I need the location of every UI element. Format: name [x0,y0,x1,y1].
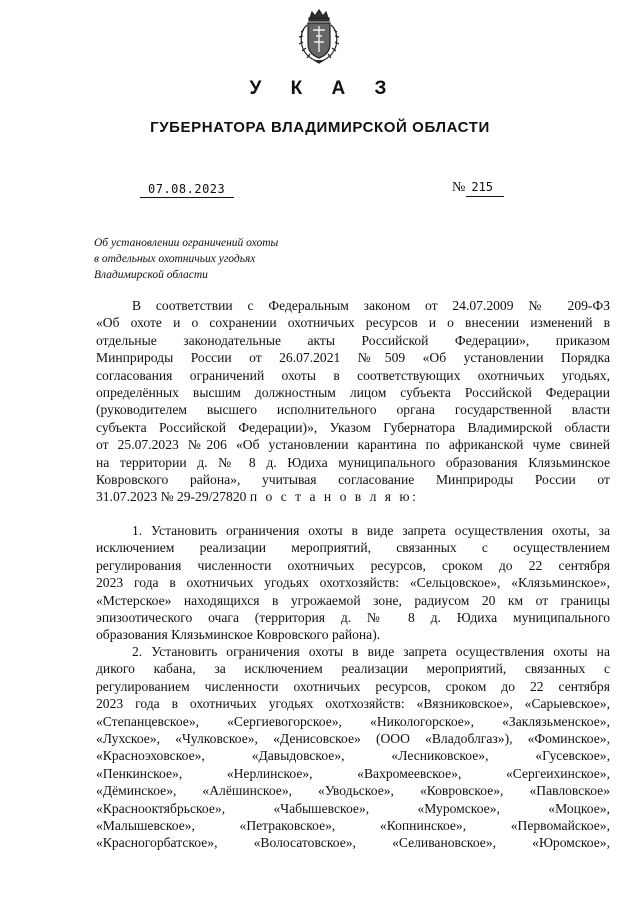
preamble-paragraph [96,297,610,506]
text-line: отдельные законодательные акты Российской Федерации», приказом [96,332,610,348]
text-line: дикого кабана, за исключением реализации мероприятий, связанных с [96,661,610,677]
text-line [96,488,610,505]
text-line: субъекта Российской Федерации)», Указом Губернатора Владимирской области [96,419,610,435]
order-reference: 31.07.2023 № 29-29/27820 [96,489,247,505]
text-line: исключением реализации мероприятий, связанных с осуществлением [96,540,610,556]
text-line: эпизоотического очага (территория д. № 8 д. Юдиха муниципального [96,609,610,625]
text-line: (руководителем высшего исполнительного органа государственной власти [96,402,610,418]
text-line: регулирования численности охотничьих ресурсов, сроком до 22 сентября [96,557,610,573]
text-line: В соответствии с Федеральным законом от 24.07.2009 № 209-ФЗ [132,298,610,313]
subject-line: в отдельных охотничьих угодьях [94,253,256,265]
text-line: «Красногорбатское», «Волосатовское», «Селивановское», «Юромское», [96,835,610,851]
subject-line: Об установлении ограничений охоты [94,237,279,249]
decree-word: п о с т а н о в л я ю: [249,489,419,505]
decree-date: 07.08.2023 [148,182,226,196]
text-line: согласования ограничений охоты в соответствующих охотничьих угодьях, [96,367,610,383]
text-line: регулированием численности охотничьих ресурсов, сроком до 22 сентября [96,678,610,694]
decree-number: 215 [471,180,494,194]
text-line: 2023 года в охотничьих угодьях охотхозяйств: «Вязниковское», «Сарыевское», [96,696,610,712]
coat-of-arms-emblem [296,8,342,64]
decree-title: У К А З [249,78,399,99]
text-line: 2023 года в охотничьих угодьях охотхозяйств: «Сельцовское», «Клязьминское», [96,575,610,591]
text-line: «Об охоте и о сохранении охотничьих ресурсов и о внесении изменений в [96,315,610,331]
text-line: 1. Установить ограничения охоты в виде запрета осуществления охоты, за [132,523,610,538]
text-line: «Малышевское», «Петраковское», «Копнинское», «Первомайское», [96,817,610,833]
text-line: «Красноэховское», «Давыдовское», «Лесниковское», «Гусевское», [96,748,610,764]
clause-2 [96,643,610,852]
decree-subject [94,235,278,283]
text-line: Минприроды России от 26.07.2021 №509 «Об установлении Порядка [96,350,610,366]
text-line: «Пенкинское», «Нерлинское», «Вахромеевское», «Сергеихинское», [96,765,610,781]
date-underline [140,197,234,198]
subject-line: Владимирской области [94,269,208,281]
text-line: «Степанцевское», «Сергиевогорское», «Никологорское», «Заклязьменское», [96,713,610,729]
text-line: «Дёминское», «Алёшинское», «Уводьское», «Ковровское», «Павловское» [96,783,610,799]
text-line: на территории д. № 8 д. Юдиха муниципального образования Клязьминское [96,454,610,470]
issuer-title: ГУБЕРНАТОРА ВЛАДИМИРСКОЙ ОБЛАСТИ [150,119,490,136]
clause-1 [96,522,610,644]
number-label: № [452,180,466,195]
text-line: от 25.07.2023 №206 «Об установлении карантина по африканской чуме свиней [96,437,610,453]
text-line: определённых высшим должностным лицом субъекта Российской Федерации [96,384,610,400]
text-line: «Краснооктябрьское», «Чабышевское», «Муромское», «Моцкое», [96,800,610,816]
number-underline [466,196,504,197]
text-line: «Лухское», «Чулковское», «Денисовское» (ООО «Владоблгаз»), «Фоминское», [96,730,610,746]
decree-number-field [452,180,493,196]
text-line: Ковровского района», учитывая согласование Минприроды России от [96,471,610,487]
text-line: образования Клязьминское Ковровского района). [96,627,381,643]
text-line: 2. Установить ограничения охоты в виде запрета осуществления охоты на [132,644,610,659]
text-line: «Мстерское» находящихся в угрожаемой зоне, радиусом 20 км от границы [96,592,610,608]
